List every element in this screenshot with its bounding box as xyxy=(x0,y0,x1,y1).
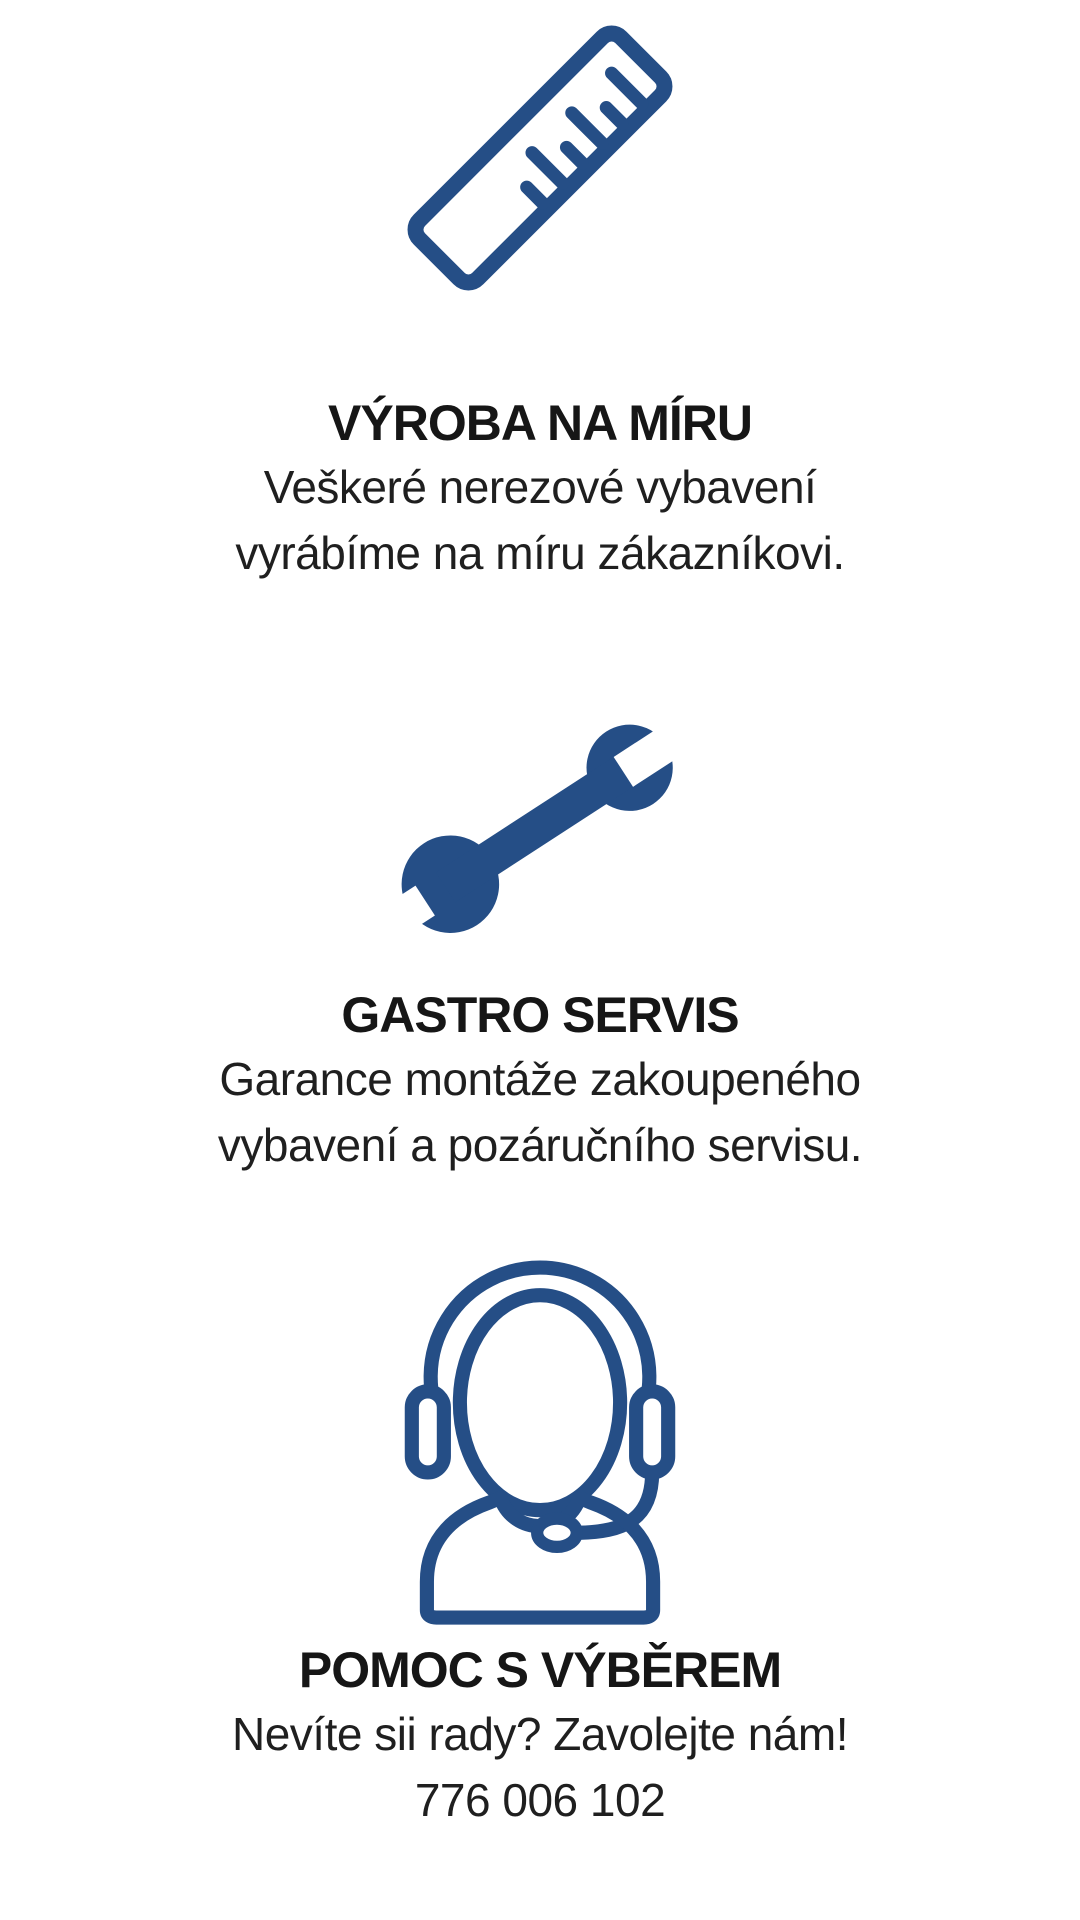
wrench-icon xyxy=(390,704,690,948)
feature-title: GASTRO SERVIS xyxy=(341,987,739,1043)
ruler-icon xyxy=(390,8,690,308)
feature-text-line: Nevíte sii rady? Zavolejte nám! xyxy=(232,1708,848,1760)
feature-text-line: vyrábíme na míru zákazníkovi. xyxy=(235,527,845,579)
feature-custom-manufacturing xyxy=(0,0,1080,586)
headset-icon xyxy=(370,1250,710,1627)
feature-text-line: vybavení a pozáručního servisu. xyxy=(217,1119,863,1171)
feature-gastro-service xyxy=(0,586,1080,1178)
feature-text-line: Garance montáže zakoupeného xyxy=(219,1053,861,1105)
phone-number: 776 006 102 xyxy=(414,1774,666,1826)
feature-title: VÝROBA NA MÍRU xyxy=(328,395,752,451)
feature-help-hotline xyxy=(0,1178,1080,1833)
feature-text-line: Veškeré nerezové vybavení xyxy=(263,461,817,513)
feature-title: POMOC S VÝBĚREM xyxy=(298,1642,782,1698)
